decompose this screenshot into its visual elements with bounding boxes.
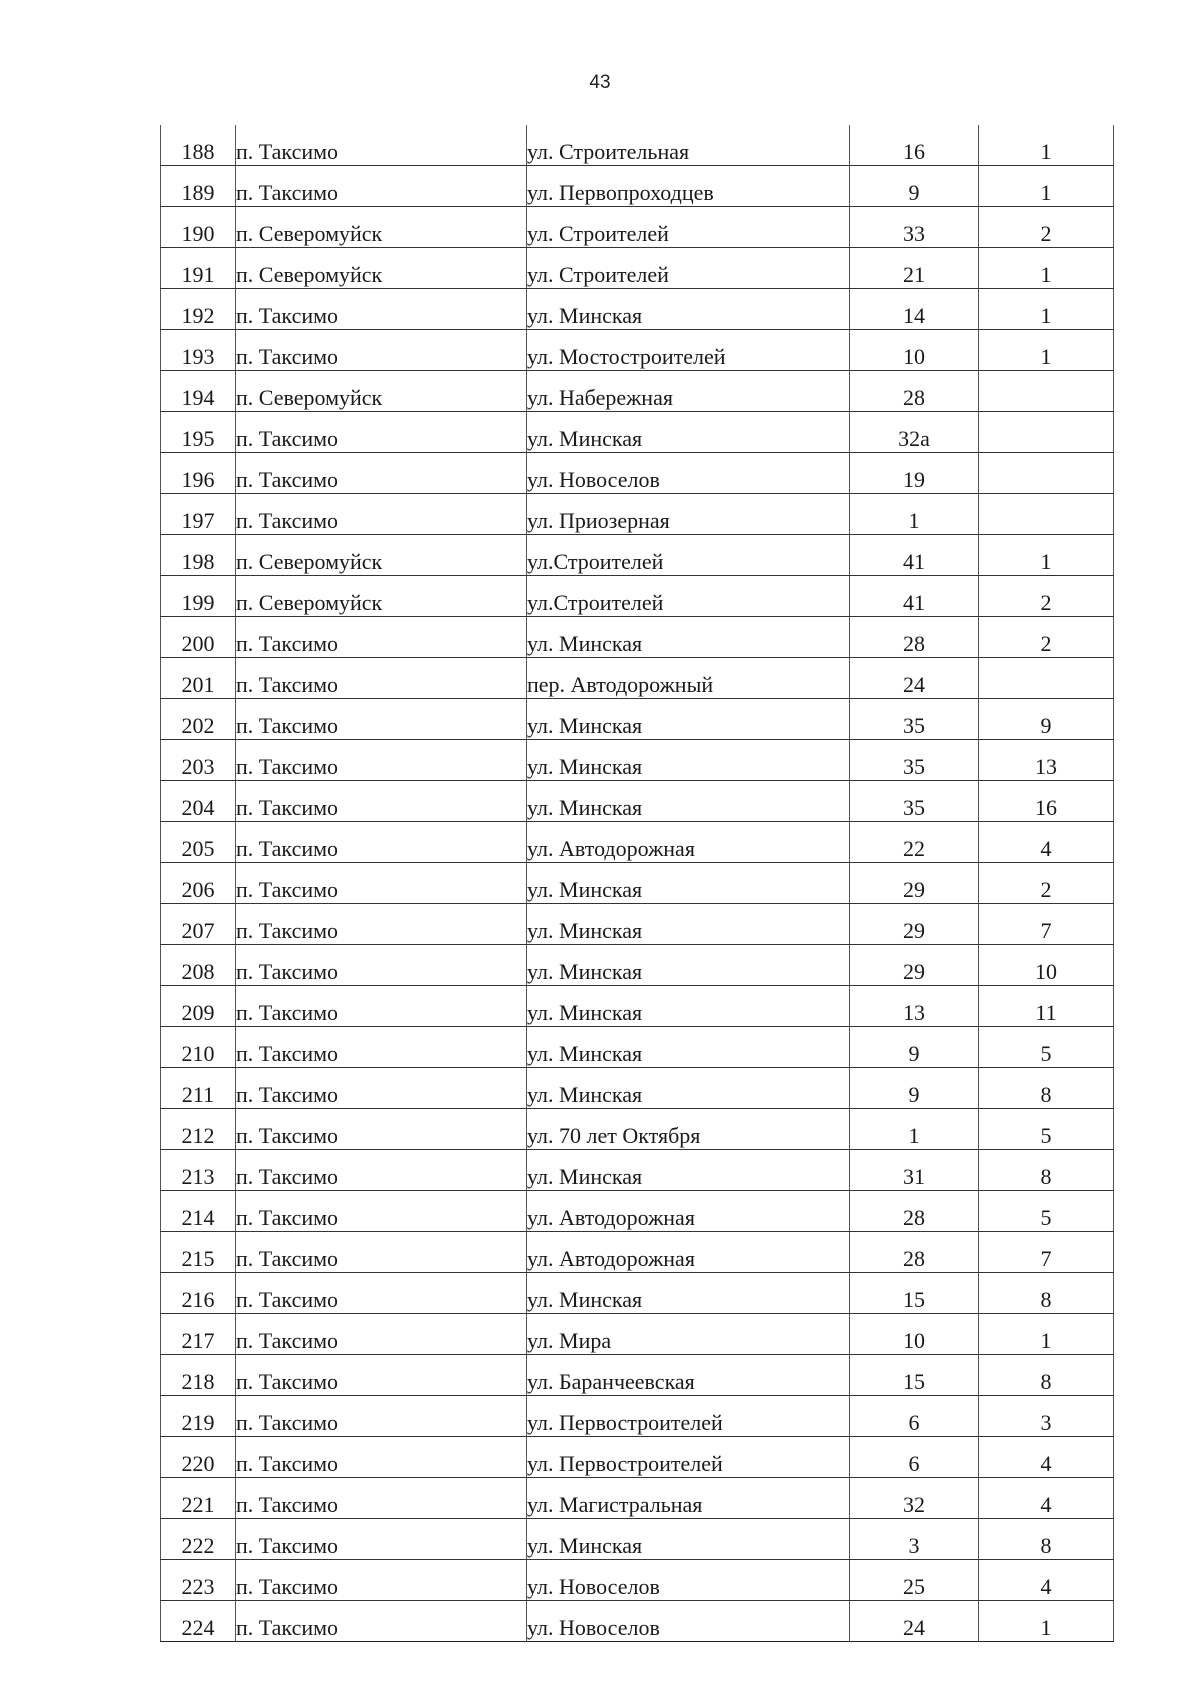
apartment-number-cell: 9: [979, 699, 1114, 740]
locality-cell: п. Таксимо: [236, 330, 527, 371]
table-row: [161, 371, 1114, 412]
locality-cell: п. Таксимо: [236, 1150, 527, 1191]
table-row: [161, 1232, 1114, 1273]
locality-cell: п. Таксимо: [236, 125, 527, 166]
street-cell: ул. Мира: [527, 1314, 850, 1355]
locality-cell: п. Северомуйск: [236, 535, 527, 576]
house-number-cell: 32а: [850, 412, 979, 453]
locality-cell: п. Таксимо: [236, 1601, 527, 1642]
locality-cell: п. Таксимо: [236, 1068, 527, 1109]
street-cell: ул. Новоселов: [527, 1601, 850, 1642]
house-number-cell: 6: [850, 1396, 979, 1437]
apartment-number-cell: 16: [979, 781, 1114, 822]
apartment-number-cell: 7: [979, 904, 1114, 945]
table-row: [161, 1601, 1114, 1642]
locality-cell: п. Таксимо: [236, 945, 527, 986]
table-row: [161, 1150, 1114, 1191]
house-number-cell: 32: [850, 1478, 979, 1519]
row-number-cell: 207: [161, 904, 236, 945]
locality-cell: п. Таксимо: [236, 412, 527, 453]
street-cell: ул. Набережная: [527, 371, 850, 412]
street-cell: ул. Автодорожная: [527, 1191, 850, 1232]
apartment-number-cell: [979, 453, 1114, 494]
table-row: [161, 986, 1114, 1027]
table-row: [161, 781, 1114, 822]
table-row: [161, 658, 1114, 699]
table-row: [161, 1355, 1114, 1396]
table-row: [161, 1478, 1114, 1519]
house-number-cell: 3: [850, 1519, 979, 1560]
table-row: [161, 1109, 1114, 1150]
street-cell: ул.Строителей: [527, 535, 850, 576]
apartment-number-cell: 1: [979, 248, 1114, 289]
row-number-cell: 190: [161, 207, 236, 248]
locality-cell: п. Таксимо: [236, 617, 527, 658]
street-cell: ул. 70 лет Октября: [527, 1109, 850, 1150]
house-number-cell: 35: [850, 781, 979, 822]
locality-cell: п. Таксимо: [236, 1314, 527, 1355]
house-number-cell: 10: [850, 330, 979, 371]
house-number-cell: 21: [850, 248, 979, 289]
apartment-number-cell: 7: [979, 1232, 1114, 1273]
house-number-cell: 15: [850, 1355, 979, 1396]
street-cell: ул. Минская: [527, 945, 850, 986]
locality-cell: п. Таксимо: [236, 1437, 527, 1478]
address-table-body: [161, 125, 1114, 1642]
house-number-cell: 29: [850, 945, 979, 986]
row-number-cell: 188: [161, 125, 236, 166]
apartment-number-cell: 8: [979, 1519, 1114, 1560]
apartment-number-cell: 2: [979, 617, 1114, 658]
locality-cell: п. Таксимо: [236, 166, 527, 207]
apartment-number-cell: 11: [979, 986, 1114, 1027]
locality-cell: п. Таксимо: [236, 1519, 527, 1560]
apartment-number-cell: 1: [979, 166, 1114, 207]
locality-cell: п. Северомуйск: [236, 371, 527, 412]
row-number-cell: 199: [161, 576, 236, 617]
apartment-number-cell: 1: [979, 1601, 1114, 1642]
table-row: [161, 289, 1114, 330]
house-number-cell: 33: [850, 207, 979, 248]
street-cell: ул. Минская: [527, 617, 850, 658]
street-cell: ул. Автодорожная: [527, 822, 850, 863]
table-row: [161, 453, 1114, 494]
locality-cell: п. Таксимо: [236, 453, 527, 494]
locality-cell: п. Северомуйск: [236, 248, 527, 289]
locality-cell: п. Таксимо: [236, 1027, 527, 1068]
row-number-cell: 224: [161, 1601, 236, 1642]
house-number-cell: 28: [850, 1191, 979, 1232]
table-row: [161, 617, 1114, 658]
row-number-cell: 220: [161, 1437, 236, 1478]
apartment-number-cell: 1: [979, 1314, 1114, 1355]
apartment-number-cell: 3: [979, 1396, 1114, 1437]
table-row: [161, 1314, 1114, 1355]
table-row: [161, 166, 1114, 207]
house-number-cell: 9: [850, 166, 979, 207]
apartment-number-cell: 2: [979, 207, 1114, 248]
street-cell: ул. Минская: [527, 1150, 850, 1191]
table-row: [161, 822, 1114, 863]
apartment-number-cell: 1: [979, 535, 1114, 576]
row-number-cell: 198: [161, 535, 236, 576]
house-number-cell: 28: [850, 371, 979, 412]
table-row: [161, 494, 1114, 535]
row-number-cell: 219: [161, 1396, 236, 1437]
street-cell: пер. Автодорожный: [527, 658, 850, 699]
row-number-cell: 194: [161, 371, 236, 412]
street-cell: ул. Минская: [527, 699, 850, 740]
house-number-cell: 24: [850, 658, 979, 699]
apartment-number-cell: 8: [979, 1150, 1114, 1191]
locality-cell: п. Северомуйск: [236, 207, 527, 248]
house-number-cell: 6: [850, 1437, 979, 1478]
street-cell: ул. Минская: [527, 781, 850, 822]
row-number-cell: 217: [161, 1314, 236, 1355]
street-cell: ул. Строителей: [527, 248, 850, 289]
row-number-cell: 221: [161, 1478, 236, 1519]
locality-cell: п. Таксимо: [236, 699, 527, 740]
apartment-number-cell: 8: [979, 1355, 1114, 1396]
apartment-number-cell: 5: [979, 1191, 1114, 1232]
locality-cell: п. Таксимо: [236, 1109, 527, 1150]
house-number-cell: 22: [850, 822, 979, 863]
row-number-cell: 212: [161, 1109, 236, 1150]
apartment-number-cell: [979, 494, 1114, 535]
street-cell: ул. Минская: [527, 740, 850, 781]
row-number-cell: 206: [161, 863, 236, 904]
house-number-cell: 13: [850, 986, 979, 1027]
street-cell: ул.Строителей: [527, 576, 850, 617]
house-number-cell: 29: [850, 863, 979, 904]
row-number-cell: 196: [161, 453, 236, 494]
row-number-cell: 210: [161, 1027, 236, 1068]
apartment-number-cell: 10: [979, 945, 1114, 986]
locality-cell: п. Таксимо: [236, 1273, 527, 1314]
house-number-cell: 16: [850, 125, 979, 166]
table-row: [161, 1519, 1114, 1560]
apartment-number-cell: 5: [979, 1109, 1114, 1150]
apartment-number-cell: 2: [979, 576, 1114, 617]
house-number-cell: 41: [850, 535, 979, 576]
locality-cell: п. Таксимо: [236, 781, 527, 822]
row-number-cell: 218: [161, 1355, 236, 1396]
street-cell: ул. Минская: [527, 289, 850, 330]
street-cell: ул. Минская: [527, 1068, 850, 1109]
row-number-cell: 216: [161, 1273, 236, 1314]
table-row: [161, 1068, 1114, 1109]
house-number-cell: 35: [850, 740, 979, 781]
apartment-number-cell: 4: [979, 822, 1114, 863]
row-number-cell: 193: [161, 330, 236, 371]
table-row: [161, 1560, 1114, 1601]
house-number-cell: 1: [850, 1109, 979, 1150]
apartment-number-cell: 8: [979, 1273, 1114, 1314]
house-number-cell: 24: [850, 1601, 979, 1642]
street-cell: ул. Минская: [527, 412, 850, 453]
row-number-cell: 215: [161, 1232, 236, 1273]
house-number-cell: 31: [850, 1150, 979, 1191]
house-number-cell: 10: [850, 1314, 979, 1355]
house-number-cell: 41: [850, 576, 979, 617]
house-number-cell: 1: [850, 494, 979, 535]
apartment-number-cell: [979, 371, 1114, 412]
street-cell: ул. Баранчеевская: [527, 1355, 850, 1396]
apartment-number-cell: [979, 412, 1114, 453]
street-cell: ул. Автодорожная: [527, 1232, 850, 1273]
locality-cell: п. Таксимо: [236, 822, 527, 863]
house-number-cell: 15: [850, 1273, 979, 1314]
row-number-cell: 208: [161, 945, 236, 986]
apartment-number-cell: 13: [979, 740, 1114, 781]
page-number: 43: [589, 72, 611, 93]
table-row: [161, 412, 1114, 453]
house-number-cell: 28: [850, 617, 979, 658]
house-number-cell: 14: [850, 289, 979, 330]
apartment-number-cell: 4: [979, 1478, 1114, 1519]
table-row: [161, 207, 1114, 248]
locality-cell: п. Таксимо: [236, 1396, 527, 1437]
street-cell: ул. Новоселов: [527, 453, 850, 494]
row-number-cell: 214: [161, 1191, 236, 1232]
street-cell: ул. Мостостроителей: [527, 330, 850, 371]
apartment-number-cell: 2: [979, 863, 1114, 904]
row-number-cell: 192: [161, 289, 236, 330]
row-number-cell: 197: [161, 494, 236, 535]
street-cell: ул. Строительная: [527, 125, 850, 166]
table-row: [161, 699, 1114, 740]
row-number-cell: 211: [161, 1068, 236, 1109]
table-row: [161, 125, 1114, 166]
table-row: [161, 330, 1114, 371]
table-row: [161, 535, 1114, 576]
apartment-number-cell: 1: [979, 330, 1114, 371]
row-number-cell: 223: [161, 1560, 236, 1601]
row-number-cell: 201: [161, 658, 236, 699]
street-cell: ул. Строителей: [527, 207, 850, 248]
row-number-cell: 213: [161, 1150, 236, 1191]
house-number-cell: 9: [850, 1068, 979, 1109]
locality-cell: п. Таксимо: [236, 740, 527, 781]
table-row: [161, 1396, 1114, 1437]
street-cell: ул. Минская: [527, 1027, 850, 1068]
street-cell: ул. Первопроходцев: [527, 166, 850, 207]
locality-cell: п. Таксимо: [236, 1191, 527, 1232]
row-number-cell: 209: [161, 986, 236, 1027]
house-number-cell: 35: [850, 699, 979, 740]
house-number-cell: 28: [850, 1232, 979, 1273]
street-cell: ул. Минская: [527, 1519, 850, 1560]
street-cell: ул. Магистральная: [527, 1478, 850, 1519]
house-number-cell: 19: [850, 453, 979, 494]
street-cell: ул. Минская: [527, 1273, 850, 1314]
address-table: [160, 125, 1114, 1642]
locality-cell: п. Таксимо: [236, 658, 527, 699]
house-number-cell: 29: [850, 904, 979, 945]
locality-cell: п. Таксимо: [236, 863, 527, 904]
apartment-number-cell: 4: [979, 1437, 1114, 1478]
house-number-cell: 25: [850, 1560, 979, 1601]
table-row: [161, 576, 1114, 617]
row-number-cell: 195: [161, 412, 236, 453]
table-row: [161, 1437, 1114, 1478]
street-cell: ул. Минская: [527, 863, 850, 904]
street-cell: ул. Новоселов: [527, 1560, 850, 1601]
apartment-number-cell: 1: [979, 125, 1114, 166]
row-number-cell: 202: [161, 699, 236, 740]
locality-cell: п. Таксимо: [236, 494, 527, 535]
row-number-cell: 200: [161, 617, 236, 658]
table-row: [161, 1027, 1114, 1068]
apartment-number-cell: 4: [979, 1560, 1114, 1601]
street-cell: ул. Минская: [527, 986, 850, 1027]
street-cell: ул. Первостроителей: [527, 1437, 850, 1478]
table-row: [161, 740, 1114, 781]
table-row: [161, 904, 1114, 945]
street-cell: ул. Приозерная: [527, 494, 850, 535]
locality-cell: п. Таксимо: [236, 1560, 527, 1601]
apartment-number-cell: [979, 658, 1114, 699]
table-row: [161, 863, 1114, 904]
row-number-cell: 189: [161, 166, 236, 207]
locality-cell: п. Таксимо: [236, 986, 527, 1027]
row-number-cell: 222: [161, 1519, 236, 1560]
apartment-number-cell: 5: [979, 1027, 1114, 1068]
table-row: [161, 945, 1114, 986]
table-row: [161, 1191, 1114, 1232]
street-cell: ул. Минская: [527, 904, 850, 945]
locality-cell: п. Северомуйск: [236, 576, 527, 617]
street-cell: ул. Первостроителей: [527, 1396, 850, 1437]
row-number-cell: 204: [161, 781, 236, 822]
locality-cell: п. Таксимо: [236, 1355, 527, 1396]
locality-cell: п. Таксимо: [236, 1478, 527, 1519]
apartment-number-cell: 8: [979, 1068, 1114, 1109]
table-row: [161, 248, 1114, 289]
table-row: [161, 1273, 1114, 1314]
apartment-number-cell: 1: [979, 289, 1114, 330]
locality-cell: п. Таксимо: [236, 289, 527, 330]
locality-cell: п. Таксимо: [236, 1232, 527, 1273]
house-number-cell: 9: [850, 1027, 979, 1068]
row-number-cell: 191: [161, 248, 236, 289]
locality-cell: п. Таксимо: [236, 904, 527, 945]
row-number-cell: 205: [161, 822, 236, 863]
row-number-cell: 203: [161, 740, 236, 781]
